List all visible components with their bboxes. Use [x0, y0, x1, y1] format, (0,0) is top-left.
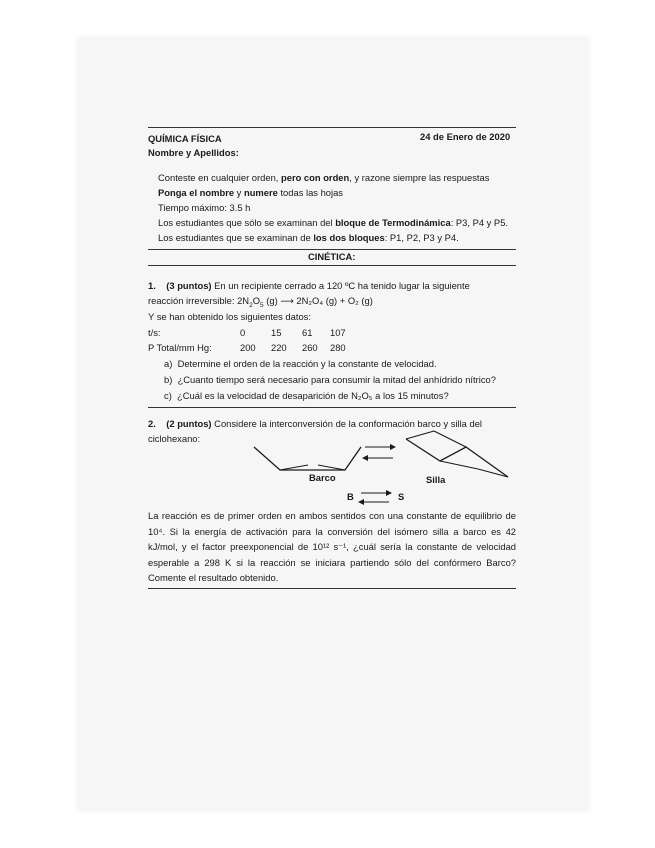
name-label: Nombre y Apellidos: — [148, 147, 239, 158]
problem-1-reaction: reacción irreversible: $2N_2O_5$ (g) ⟶ 2N₂O₄ (g) + O₂ (g) — [148, 295, 373, 309]
time-value: 15 — [271, 327, 282, 338]
silla-label: Silla — [426, 474, 446, 485]
section-bottom-rule — [148, 265, 516, 266]
problem-2-body: La reacción es de primer orden en ambos sentidos con una constante de equilibrio de 10⁴. Si la energía de activación para la conversión del isómero silla a barco es 42 kJ/mol, y el factor preexponencial de 10¹² s⁻¹, ¿cuál sería la constante de velocidad esperable a 298 K si la reacción se iniciara partiendo sólo del confórmero Barco? Comente el resultado obtenido. — [148, 510, 516, 583]
time-row — [148, 325, 516, 341]
course-title: QUÍMICA FÍSICA — [148, 133, 222, 144]
equilibrium-s: S — [398, 491, 405, 502]
time-value: 0 — [240, 327, 246, 338]
boat-conformer-drawing — [254, 447, 361, 470]
instruction-line-5: Los estudiantes que se examinan de los dos bloques: P1, P2, P3 y P4. — [158, 232, 459, 243]
barco-label: Barco — [309, 472, 336, 483]
instruction-line-4: Los estudiantes que sólo se examinan del bloque de Termodinámica: P3, P4 y P5. — [158, 217, 509, 228]
header-top-rule — [148, 127, 516, 128]
pressure-value: 220 — [271, 342, 287, 353]
pressure-label: P Total/mm Hg: — [148, 342, 212, 353]
pressure-value: 280 — [330, 342, 346, 353]
problem-1-statement: 1. (3 puntos) En un recipiente cerrado a 120 ºC ha tenido lugar la siguiente — [148, 280, 470, 291]
chair-conformer-drawing — [406, 439, 508, 477]
exam-date: 24 de Enero de 2020 — [420, 131, 511, 142]
time-value: 107 — [330, 327, 346, 338]
pressure-value: 200 — [240, 342, 256, 353]
question-c: c) ¿Cuál es la velocidad de desaparición de N₂O₅ a los 15 minutos? — [164, 390, 449, 401]
question-b: b) ¿Cuanto tiempo será necesario para consumir la mitad del anhídrido nítrico? — [164, 374, 496, 385]
problem-divider — [148, 407, 516, 408]
cyclohexane-diagram — [148, 413, 516, 509]
problem-1-data-intro: Y se han obtenido los siguientes datos: — [148, 311, 311, 322]
problem-2-statement-cont: ciclohexano: — [148, 433, 201, 444]
problem-2-statement: 2. (2 puntos) Considere la interconversión de la conformación barco y silla del — [148, 418, 483, 429]
section-title: CINÉTICA: — [308, 251, 356, 262]
instruction-line-3: Tiempo máximo: 3.5 h — [158, 202, 251, 213]
question-a: a) Determine el orden de la reacción y la constante de velocidad. — [164, 358, 437, 369]
time-label: t/s: — [148, 327, 161, 338]
instruction-line-2: Ponga el nombre y numere todas las hojas — [158, 187, 343, 198]
bottom-rule — [148, 588, 516, 589]
pressure-value: 260 — [302, 342, 318, 353]
pressure-row — [148, 340, 516, 356]
instruction-line-1: Conteste en cualquier orden, pero con orden, y razone siempre las respuestas — [158, 172, 490, 183]
time-value: 61 — [302, 327, 313, 338]
equilibrium-b: B — [347, 491, 354, 502]
